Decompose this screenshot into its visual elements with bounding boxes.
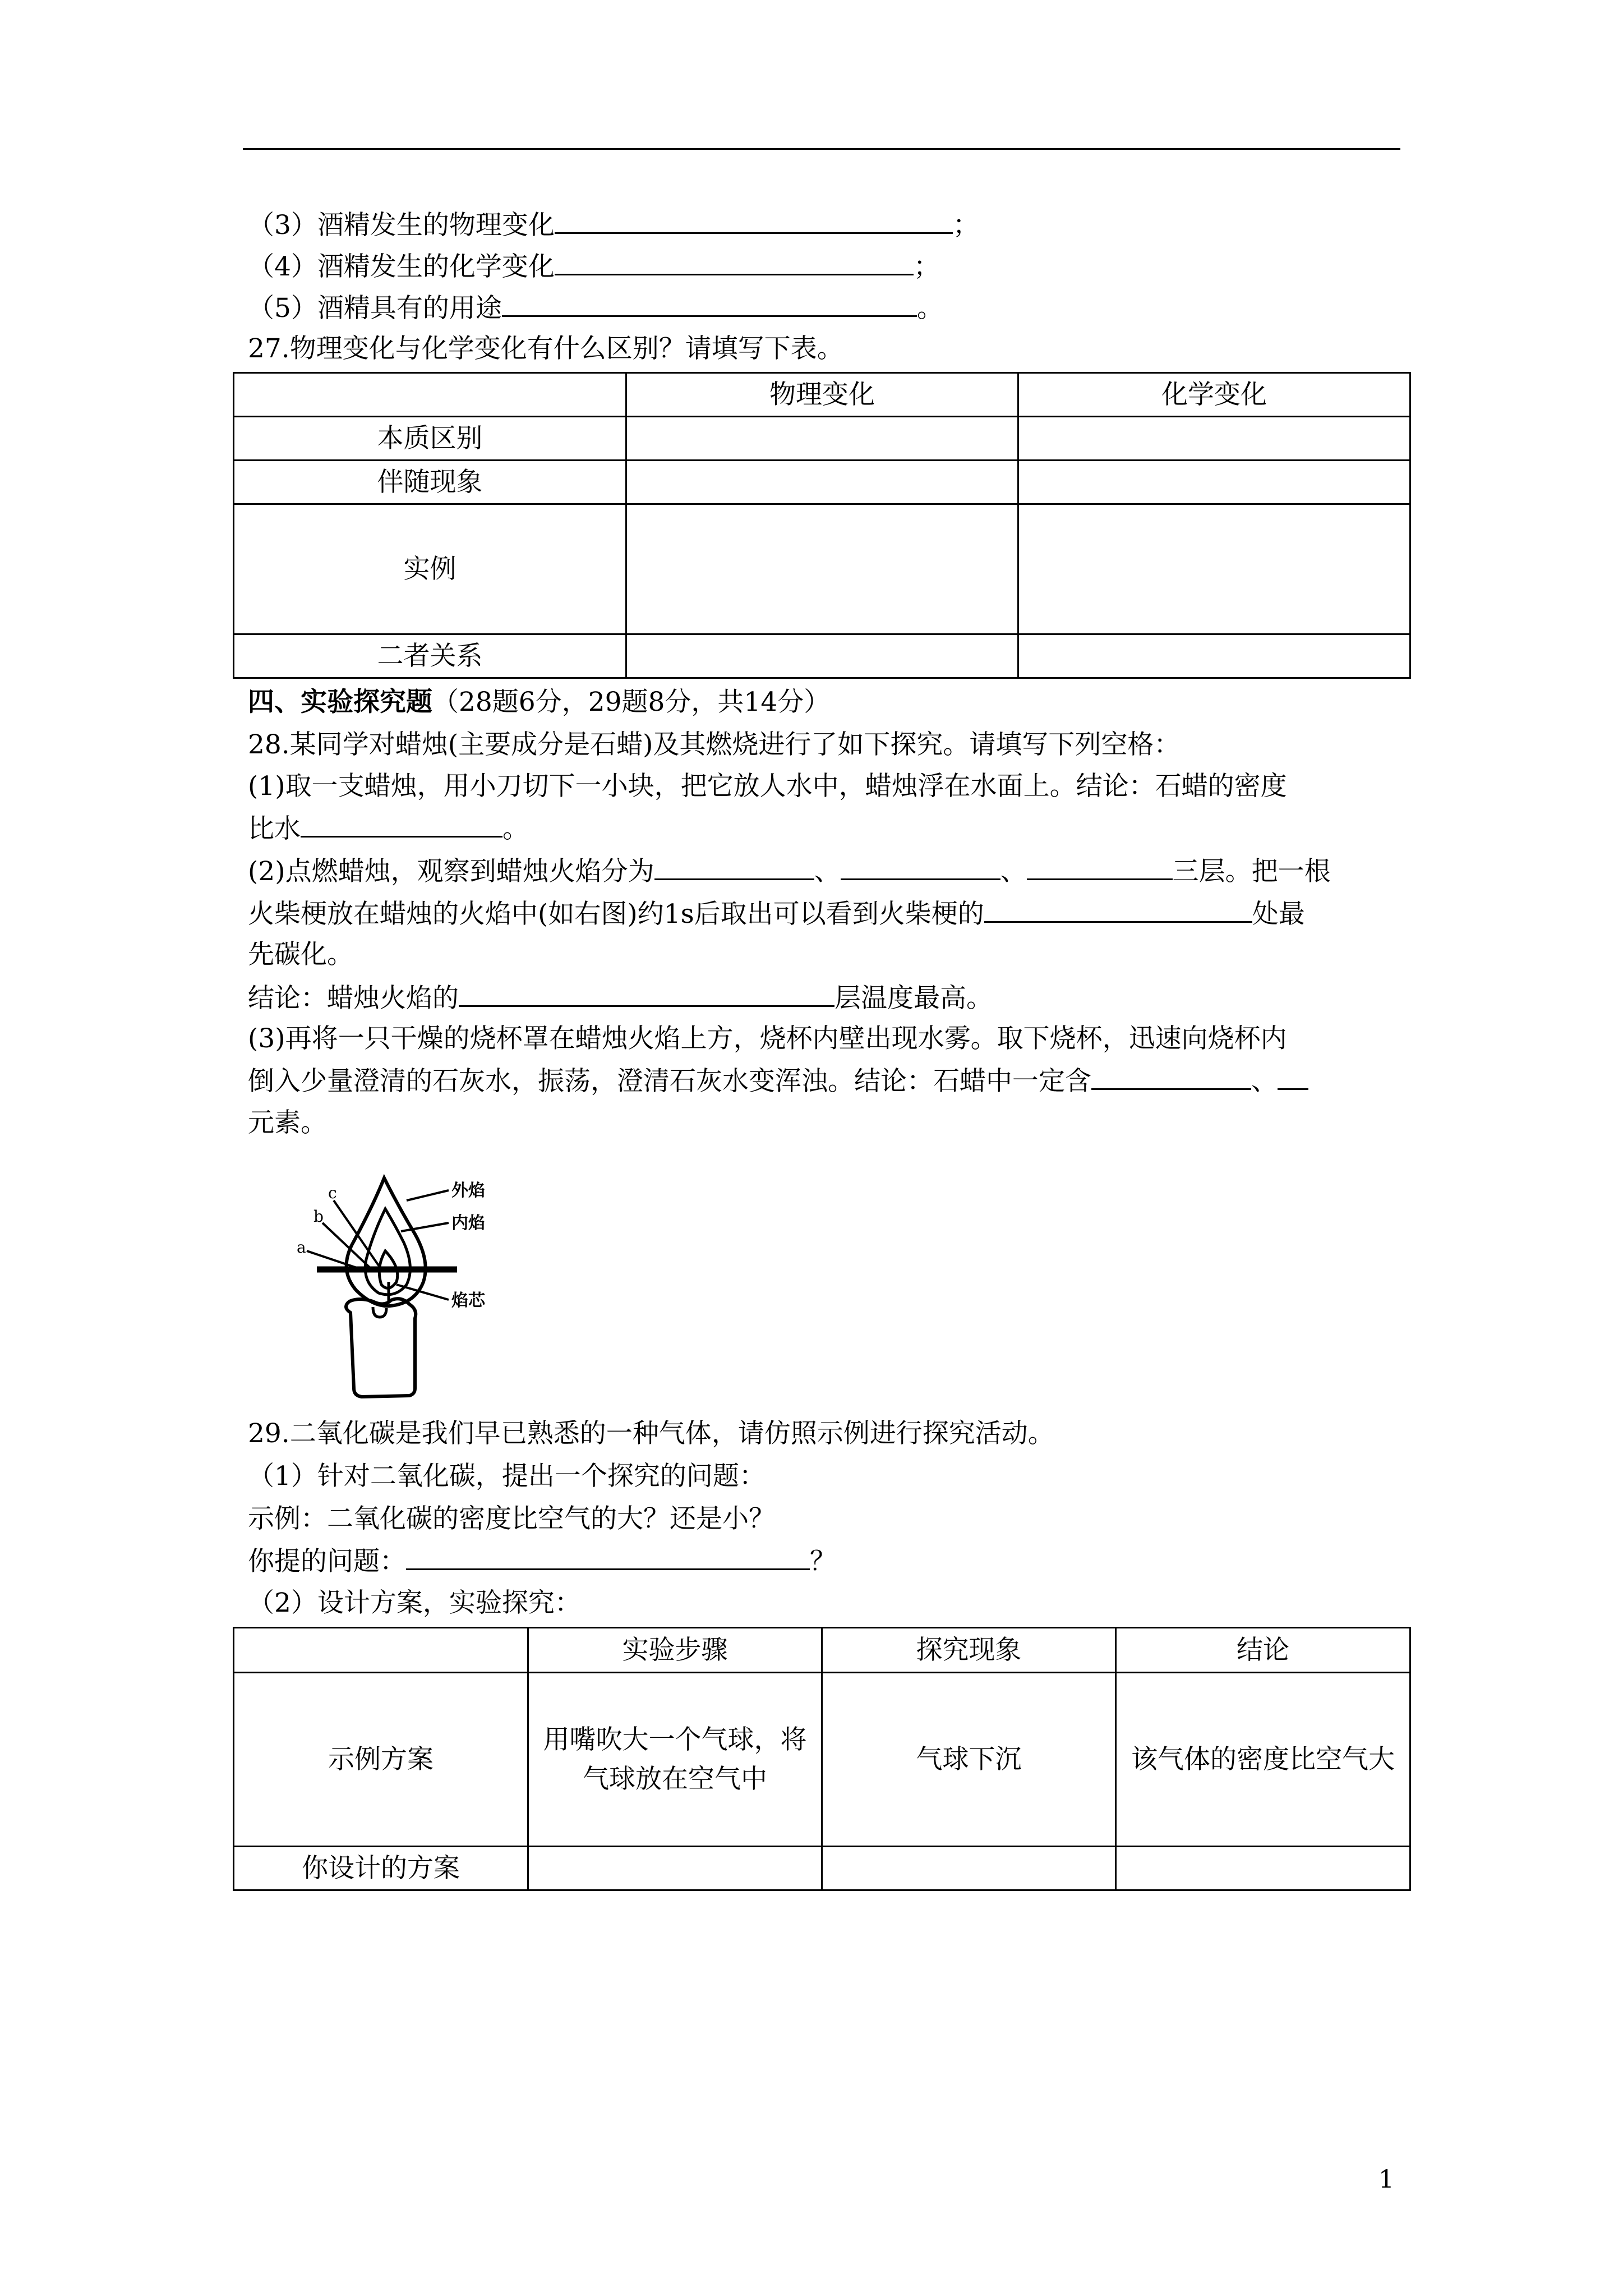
- q28-part1-line1: (1)取一支蜡烛，用小刀切下一小块，把它放人水中，蜡烛浮在水面上。结论：石蜡的密度: [248, 771, 1287, 802]
- table-row: [234, 1673, 1410, 1847]
- row-label: 实例: [234, 504, 626, 634]
- answer-cell[interactable]: [1116, 1847, 1410, 1890]
- row-label: 示例方案: [234, 1673, 528, 1847]
- row-label: 伴随现象: [234, 461, 626, 504]
- table-header-row: [234, 1628, 1410, 1673]
- q29-stem: 29.二氧化碳是我们早已熟悉的一种气体，请仿照示例进行探究活动。: [248, 1418, 1054, 1449]
- section-title: 四、实验探究题: [248, 687, 432, 717]
- q29-your-question: 你提的问题： ？: [248, 1544, 836, 1577]
- answer-cell[interactable]: [528, 1847, 822, 1890]
- q28-part2-line1: (2)点燃蜡烛，观察到蜡烛火焰分为 、 、 三层。把一根: [248, 854, 1331, 887]
- table-header-cell: 结论: [1116, 1628, 1410, 1673]
- answer-blank[interactable]: [654, 854, 814, 880]
- q27-table: [233, 372, 1411, 679]
- q28-part1-line2: 比水 。: [248, 811, 529, 845]
- q28-part3-line1: (3)再将一只干燥的烧杯罩在蜡烛火焰上方，烧杯内壁出现水雾。取下烧杯，迅速向烧杯内: [248, 1023, 1287, 1054]
- label-inner-flame: 内焰: [451, 1213, 485, 1233]
- label-c: c: [328, 1184, 337, 1202]
- answer-cell[interactable]: [1018, 461, 1410, 504]
- q28-stem: 28.某同学对蜡烛(主要成分是石蜡)及其燃烧进行了如下探究。请填写下列空格：: [248, 729, 1181, 760]
- answer-cell[interactable]: [626, 504, 1018, 634]
- q29-table: [233, 1627, 1411, 1891]
- table-header-cell: [234, 373, 626, 417]
- q28-part3-line3: 元素。: [248, 1107, 327, 1138]
- row-label: 本质区别: [234, 417, 626, 461]
- q29-step1: （1）针对二氧化碳，提出一个探究的问题：: [248, 1461, 766, 1492]
- row-label: 你设计的方案: [234, 1847, 528, 1890]
- q29-example: 示例：二氧化碳的密度比空气的大？还是小？: [248, 1503, 775, 1534]
- answer-blank[interactable]: [984, 896, 1252, 923]
- answer-cell[interactable]: [1018, 417, 1410, 461]
- section-4-heading: [248, 685, 830, 719]
- section-score: （28题6分，29题8分，共14分）: [432, 687, 831, 717]
- table-header-cell: 物理变化: [626, 373, 1018, 417]
- candle-body: [346, 1299, 416, 1397]
- table-row: [234, 417, 1410, 461]
- example-phenomenon: 气球下沉: [822, 1673, 1116, 1847]
- table-header-cell: 实验步骤: [528, 1628, 822, 1673]
- label-b: b: [313, 1207, 324, 1226]
- answer-cell[interactable]: [626, 417, 1018, 461]
- wax-drip: [373, 1307, 386, 1317]
- leader-outer-flame: [407, 1190, 449, 1200]
- q28-part2-line3: 先碳化。: [248, 939, 353, 970]
- answer-cell[interactable]: [822, 1847, 1116, 1890]
- answer-blank[interactable]: [1027, 854, 1173, 880]
- q28-part2-line2: 火柴梗放在蜡烛的火焰中(如右图)约1s后取出可以看到火柴梗的 处最: [248, 896, 1305, 930]
- row-label: 二者关系: [234, 634, 626, 678]
- header-rule: [243, 148, 1400, 150]
- answer-blank[interactable]: [502, 291, 917, 317]
- q28-part3-line2: 倒入少量澄清的石灰水，振荡，澄清石灰水变浑浊。结论：石蜡中一定含 、: [248, 1064, 1308, 1097]
- table-row: [234, 1847, 1410, 1890]
- table-header-cell: [234, 1628, 528, 1673]
- label-a: a: [297, 1238, 306, 1257]
- q26-line-3: （3）酒精发生的物理变化 ；: [248, 208, 979, 241]
- q26-line-4: （4）酒精发生的化学变化 ；: [248, 249, 940, 283]
- answer-blank[interactable]: [555, 208, 953, 234]
- table-row: [234, 504, 1410, 634]
- answer-cell[interactable]: [626, 634, 1018, 678]
- answer-cell[interactable]: [626, 461, 1018, 504]
- answer-blank[interactable]: [301, 811, 502, 838]
- answer-cell[interactable]: [1018, 504, 1410, 634]
- table-header-row: [234, 373, 1410, 417]
- table-row: [234, 461, 1410, 504]
- answer-blank[interactable]: [555, 249, 914, 275]
- answer-blank[interactable]: [1091, 1064, 1251, 1090]
- q27-stem: 27.物理变化与化学变化有什么区别？请填写下表。: [248, 333, 843, 364]
- table-row: [234, 634, 1410, 678]
- answer-cell[interactable]: [1018, 634, 1410, 678]
- example-conclusion: 该气体的密度比空气大: [1116, 1673, 1410, 1847]
- page-number: 1: [1378, 2165, 1394, 2194]
- table-header-cell: 探究现象: [822, 1628, 1116, 1673]
- q29-step2: （2）设计方案，实验探究：: [248, 1588, 581, 1618]
- answer-blank[interactable]: [841, 854, 1000, 880]
- label-outer-flame: 外焰: [451, 1181, 485, 1200]
- q26-line-5: （5）酒精具有的用途 。: [248, 291, 943, 324]
- answer-blank[interactable]: [459, 981, 834, 1007]
- q28-part2-conclusion: 结论：蜡烛火焰的 层温度最高。: [248, 981, 993, 1014]
- answer-blank[interactable]: [406, 1544, 810, 1570]
- label-core: 焰芯: [451, 1291, 485, 1310]
- example-step: 用嘴吹大一个气球，将气球放在空气中: [528, 1673, 822, 1847]
- answer-blank[interactable]: [1278, 1064, 1308, 1090]
- candle-flame-figure: [289, 1167, 524, 1402]
- table-header-cell: 化学变化: [1018, 373, 1410, 417]
